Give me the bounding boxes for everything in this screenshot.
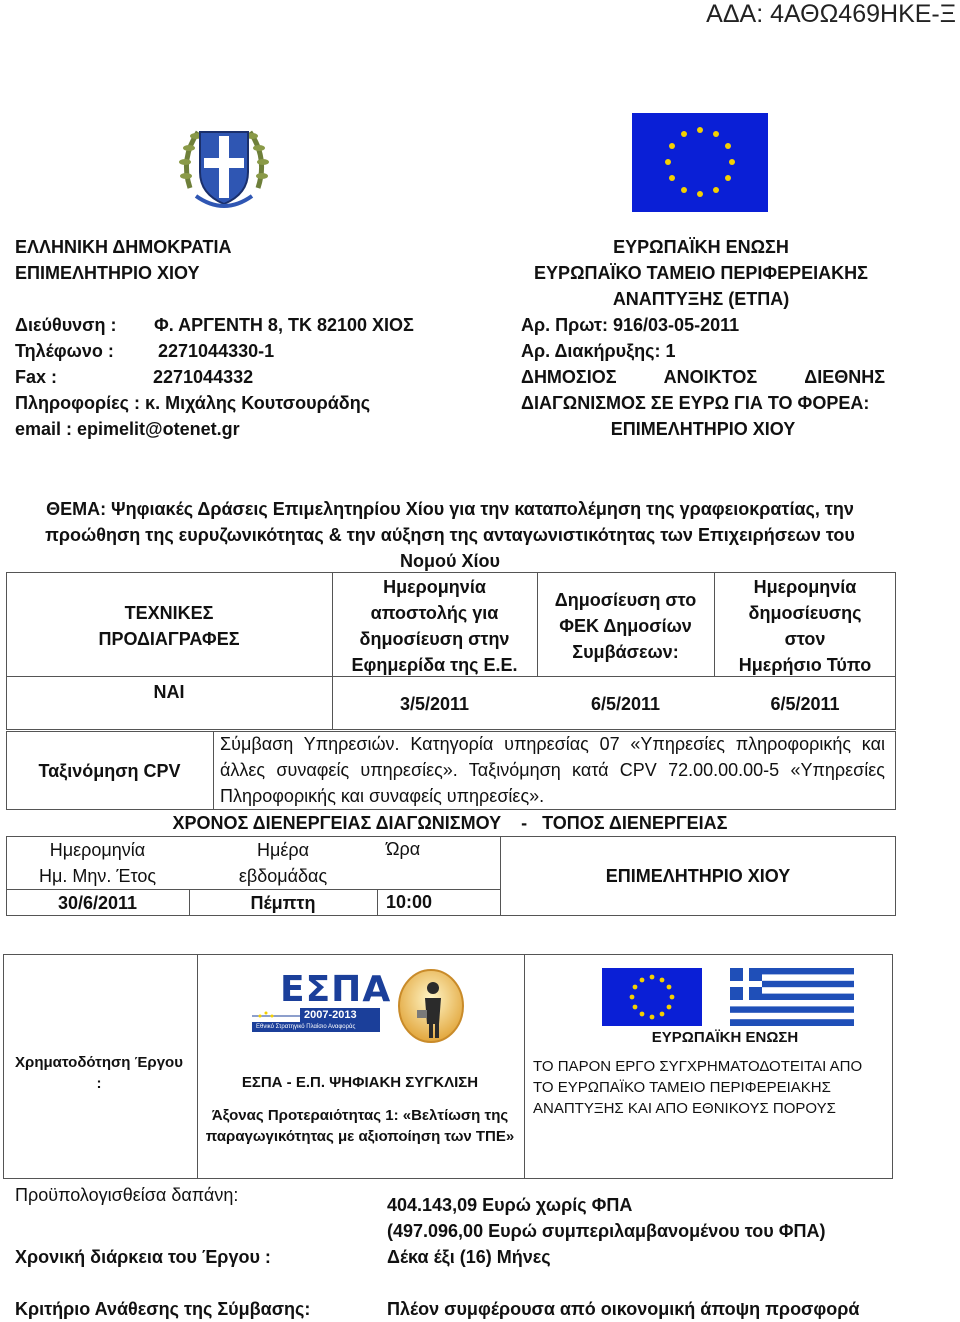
espa-logo: [250, 969, 392, 1034]
phone-label: Τηλέφωνο :: [15, 341, 114, 361]
budget-value-2: (497.096,00 Ευρώ συμπεριλαμβανομένου του ΦΠΑ): [387, 1221, 826, 1241]
funding-program: ΕΣΠΑ - Ε.Π. ΨΗΦΙΑΚΗ ΣΥΓΚΛΙΣΗ: [241, 1074, 479, 1091]
phone-value: 2271044330-1: [158, 341, 275, 361]
chamber-name: ΕΠΙΜΕΛΗΤΗΡΙΟ ΧΙΟΥ: [15, 263, 200, 283]
funding-eu-title: ΕΥΡΩΠΑΪΚΗ ΕΝΩΣΗ: [651, 1029, 799, 1046]
right-header: [520, 234, 882, 312]
budget-value-1: 404.143,09 Ευρώ χωρίς ΦΠΑ: [387, 1195, 633, 1215]
fek-date: 6/5/2011: [590, 694, 661, 714]
fax-label: Fax :: [15, 367, 58, 387]
address-value: Φ. ΑΡΓΕΝΤΗ 8, ΤΚ 82100 ΧΙΟΣ: [154, 315, 414, 335]
tender-line-1: ΔΗΜΟΣΙΟΣ ΑΝΟΙΚΤΟΣ ΔΙΕΘΝΗΣ: [521, 367, 885, 387]
schedule-day-value: Πέμπτη: [250, 892, 316, 913]
duration-label: Χρονική διάρκεια του Έργου :: [15, 1247, 271, 1267]
tender-line-3: ΕΠΙΜΕΛΗΤΗΡΙΟ ΧΙΟΥ: [610, 419, 796, 439]
fund-line-2: ΑΝΑΠΤΥΞΗΣ (ΕΤΠΑ): [612, 289, 790, 309]
fek-header: Δημοσίευση στο ΦΕΚ Δημοσίων Συμβάσεων:: [554, 590, 697, 662]
duration-value: Δέκα έξι (16) Μήνες: [387, 1247, 551, 1267]
budget-label: Προϋπολογισθείσα δαπάνη:: [15, 1185, 239, 1205]
press-header: Ημερομηνία δημοσίευσης στον Ημερήσιο Τύπο: [738, 577, 872, 675]
digital-convergence-logo-icon: [395, 966, 467, 1054]
subject-block: [0, 496, 900, 574]
address-label: Διεύθυνση :: [15, 315, 117, 335]
subject-line-3: Νομού Χίου: [400, 551, 500, 571]
cpv-label: Ταξινόμηση CPV: [38, 760, 181, 781]
funding-axis: Άξονας Προτεραιότητας 1: «Βελτίωση της παραγωγικότητας με αξιοποίηση των ΤΠΕ»: [205, 1107, 515, 1145]
protocol-number: Αρ. Πρωτ: 916/03-05-2011: [521, 315, 740, 335]
schedule-title: ΧΡΟΝΟΣ ΔΙΕΝΕΡΓΕΙΑΣ ΔΙΑΓΩΝΙΣΜΟΥ - ΤΟΠΟΣ ΔΙΕΝΕΡΓΕΙΑΣ: [172, 813, 728, 833]
tech-spec-value: ΝΑΙ: [153, 682, 185, 702]
fund-line-1: ΕΥΡΩΠΑΪΚΟ ΤΑΜΕΙΟ ΠΕΡΙΦΕΡΕΙΑΚΗΣ: [534, 263, 868, 283]
subject-line-2: προώθηση της ευρυζωνικότητας & την αύξηση της ανταγωνιστικότητας των Επιχειρήσεων του: [45, 525, 855, 545]
criterion-label: Κριτήριο Ανάθεσης της Σύμβασης:: [15, 1299, 311, 1319]
declaration-number: Αρ. Διακήρυξης: 1: [521, 341, 676, 361]
subject-line-1: ΘΕΜΑ: Ψηφιακές Δράσεις Επιμελητηρίου Χίου για την καταπολέμηση της γραφειοκρατίας, την: [46, 499, 854, 519]
contact-block: [15, 312, 435, 442]
schedule-day-header: Ημέρα εβδομάδας: [238, 839, 328, 886]
funding-label: Χρηματοδότηση Έργου :: [15, 1054, 183, 1092]
press-date: 6/5/2011: [770, 694, 840, 714]
criterion-value: Πλέον συμφέρουσα από οικονομική άποψη προσφορά: [387, 1299, 860, 1319]
schedule-time-header: Ώρα: [386, 839, 421, 859]
schedule-place: ΕΠΙΜΕΛΗΤΗΡΙΟ ΧΙΟΥ: [605, 866, 791, 886]
espa-logo-years: 2007-2013: [304, 1009, 357, 1021]
fax-value: 2271044332: [153, 367, 254, 387]
greek-coat-of-arms-icon: [176, 118, 272, 218]
eu-journal-header: Ημερομηνία αποστολής για δημοσίευση στην Εφημερίδα της Ε.Ε.: [351, 577, 518, 675]
tech-spec-header: ΤΕΧΝΙΚΕΣ ΠΡΟΔΙΑΓΡΑΦΕΣ: [98, 603, 240, 649]
cpv-text: Σύμβαση Υπηρεσιών. Κατηγορία υπηρεσίας 07 «Υπηρεσίες πληροφορικής και άλλες συναφείς υπηρεσίες». Ταξινόμηση κατά CPV 72.00.00.00-5 «Υπηρεσίες Πληροφορικής και συναφείς υπηρεσίες».: [220, 734, 885, 806]
left-header: [15, 234, 231, 286]
tender-block: [521, 312, 885, 442]
espa-logo-text: ΕΣΠΑ: [280, 969, 392, 1010]
email-line: email : epimelit@otenet.gr: [15, 419, 240, 439]
funding-eu-text: ΤΟ ΠΑΡΟΝ ΕΡΓΟ ΣΥΓΧΡΗΜΑΤΟΔΟΤΕΙΤΑΙ ΑΠΟ ΤΟ ΕΥΡΩΠΑΪΚΟ ΤΑΜΕΙΟ ΠΕΡΙΦΕΡΕΙΑΚΗΣ ΑΝΑΠΤΥΞΗΣ ΚΑΙ ΑΠΟ ΕΘΝΙΚΟΥΣ ΠΟΡΟΥΣ: [533, 1058, 863, 1117]
eu-journal-date: 3/5/2011: [399, 694, 470, 714]
ada-code: ΑΔΑ: 4ΑΘΩ469ΗΚΕ-Ξ: [706, 0, 956, 28]
schedule-time-value: 10:00: [386, 892, 433, 912]
tender-line-2: ΔΙΑΓΩΝΙΣΜΟΣ ΣΕ ΕΥΡΩ ΓΙΑ ΤΟ ΦΟΡΕΑ:: [521, 393, 870, 413]
eu-greek-flags-icon: [602, 968, 854, 1026]
eu-flag-icon: [632, 113, 768, 212]
schedule-date-value: 30/6/2011: [57, 892, 138, 913]
country-name: ΕΛΛΗΝΙΚΗ ΔΗΜΟΚΡΑΤΙΑ: [15, 237, 232, 257]
eu-title: ΕΥΡΩΠΑΪΚΗ ΕΝΩΣΗ: [613, 237, 789, 257]
info-line: Πληροφορίες : κ. Μιχάλης Κουτσουράδης: [15, 393, 371, 413]
schedule-date-header: Ημερομηνία Ημ. Μην. Έτος: [38, 839, 157, 886]
espa-logo-tag: Εθνικό Στρατηγικό Πλαίσιο Αναφοράς: [256, 1024, 356, 1030]
